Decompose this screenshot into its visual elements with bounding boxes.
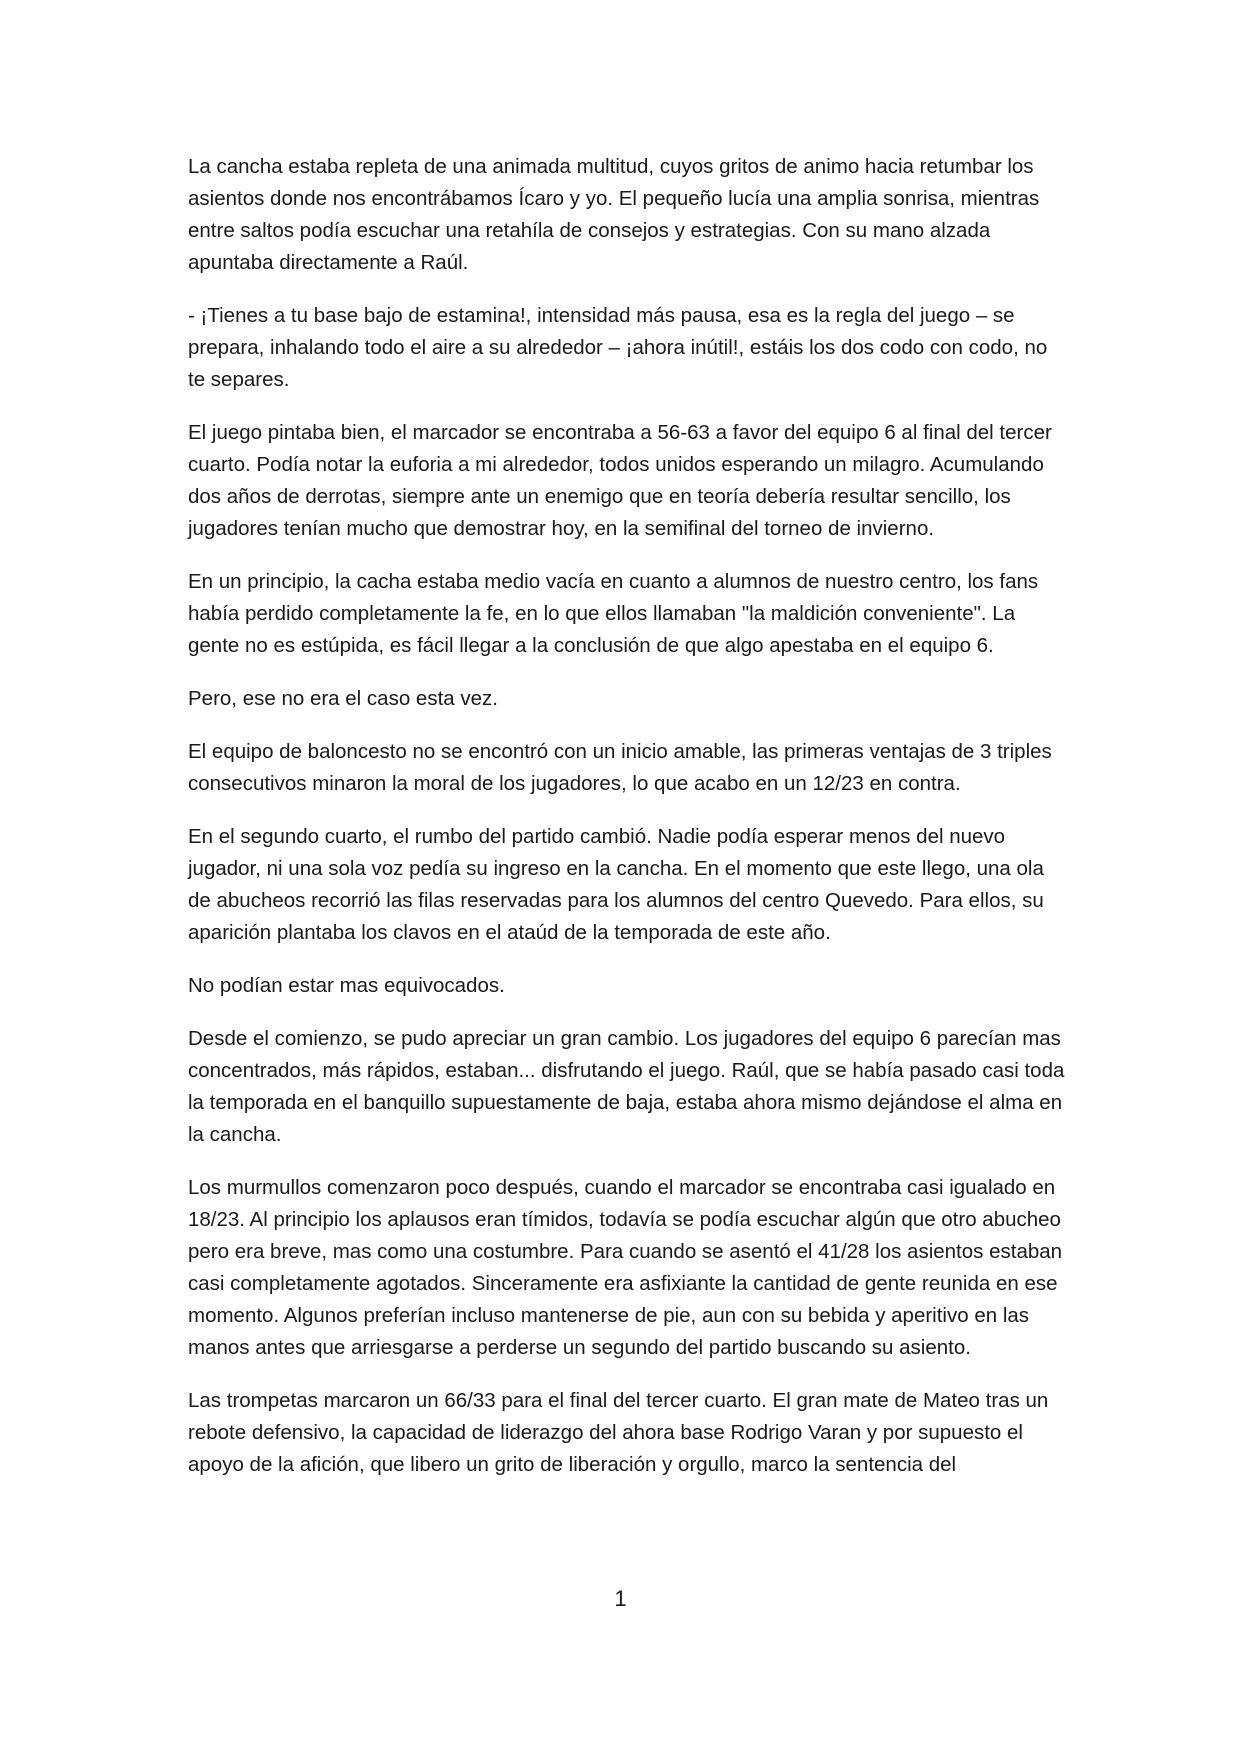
page-number: 1 xyxy=(614,1586,627,1611)
paragraph: Pero, ese no era el caso esta vez. xyxy=(188,687,498,710)
paragraph: El juego pintaba bien, el marcador se encontraba a 56-63 a favor del equipo 6 al final del tercer cuarto. Podía notar la euforia a mi alrededor, todos unidos esperando un milagro. Acumulando dos años de derrotas, siempre ante un enemigo que en teoría debería resultar sencillo, los jugadores tenían mucho que demostrar hoy, en la semifinal del torneo de invierno. xyxy=(188,421,1052,540)
paragraph: - ¡Tienes a tu base bajo de estamina!, intensidad más pausa, esa es la regla del juego – se prepara, inhalando todo el aire a su alrededor – ¡ahora inútil!, estáis los dos codo con codo, no te separes. xyxy=(188,304,1048,391)
document-body xyxy=(188,151,1068,1502)
paragraph: En el segundo cuarto, el rumbo del partido cambió. Nadie podía esperar menos del nuevo jugador, ni una sola voz pedía su ingreso en la cancha. En el momento que este llego, una ola de abucheos recorrió las filas reservadas para los alumnos del centro Quevedo. Para ellos, su aparición plantaba los clavos en el ataúd de la temporada de este año. xyxy=(188,825,1044,944)
paragraph: Desde el comienzo, se pudo apreciar un gran cambio. Los jugadores del equipo 6 parecían mas concentrados, más rápidos, estaban... disfrutando el juego. Raúl, que se había pasado casi toda la temporada en el banquillo supuestamente de baja, estaba ahora mismo dejándose el alma en la cancha. xyxy=(188,1027,1065,1146)
paragraph: Los murmullos comenzaron poco después, cuando el marcador se encontraba casi igualado en 18/23. Al principio los aplausos eran tímidos, todavía se podía escuchar algún que otro abucheo pero era breve, mas como una costumbre. Para cuando se asentó el 41/28 los asientos estaban casi completamente agotados. Sinceramente era asfixiante la cantidad de gente reunida en ese momento. Algunos preferían incluso mantenerse de pie, aun con su bebida y aperitivo en las manos antes que arriesgarse a perderse un segundo del partido buscando su asiento. xyxy=(188,1176,1063,1359)
paragraph: En un principio, la cacha estaba medio vacía en cuanto a alumnos de nuestro centro, los fans había perdido completamente la fe, en lo que ellos llamaban "la maldición conveniente". La gente no es estúpida, es fácil llegar a la conclusión de que algo apestaba en el equipo 6. xyxy=(188,570,1039,657)
paragraph: La cancha estaba repleta de una animada multitud, cuyos gritos de animo hacia retumbar los asientos donde nos encontrábamos Ícaro y yo. El pequeño lucía una amplia sonrisa, mientras entre saltos podía escuchar una retahíla de consejos y estrategias. Con su mano alzada apuntaba directamente a Raúl. xyxy=(188,155,1040,274)
paragraph: No podían estar mas equivocados. xyxy=(188,974,505,997)
paragraph: El equipo de baloncesto no se encontró con un inicio amable, las primeras ventajas de 3 triples consecutivos minaron la moral de los jugadores, lo que acabo en un 12/23 en contra. xyxy=(188,740,1052,795)
paragraph: Las trompetas marcaron un 66/33 para el final del tercer cuarto. El gran mate de Mateo tras un rebote defensivo, la capacidad de liderazgo del ahora base Rodrigo Varan y por supuesto el apoyo de la afición, que libero un grito de liberación y orgullo, marco la sentencia del xyxy=(188,1389,1049,1476)
